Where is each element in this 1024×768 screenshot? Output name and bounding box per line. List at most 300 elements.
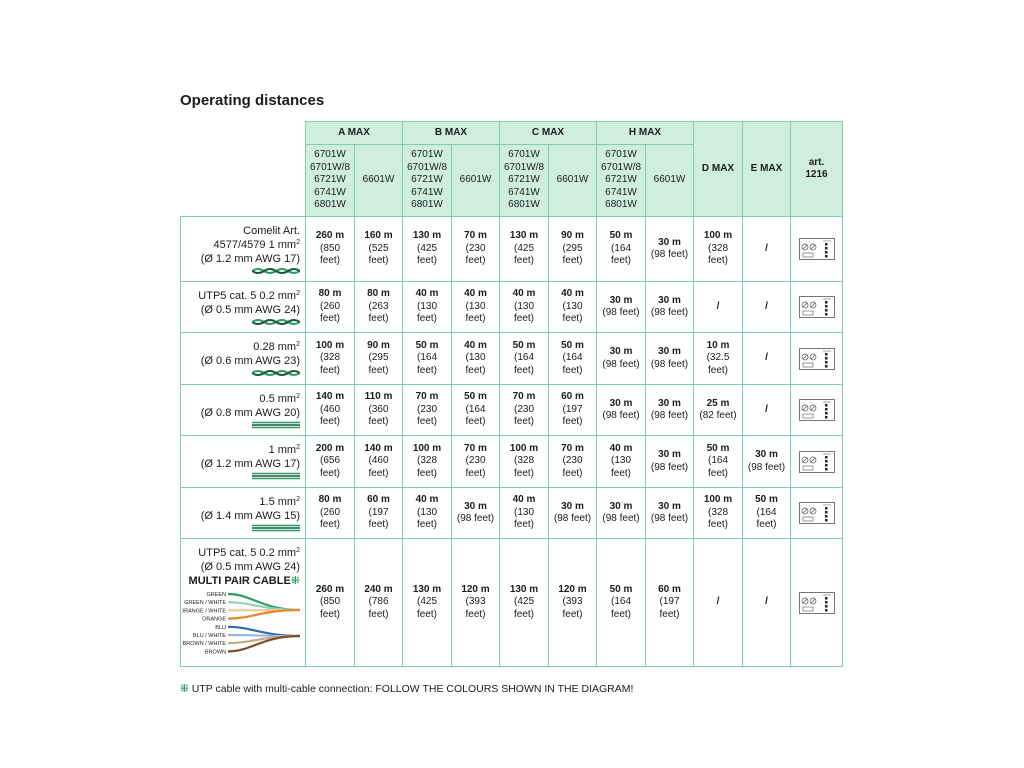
distance-value: 140 m	[315, 391, 345, 403]
distance-feet: (98 feet)	[553, 513, 592, 524]
distance-cell	[743, 217, 791, 282]
distance-feet: (164	[465, 403, 486, 415]
distance-cell	[355, 217, 403, 282]
distance-value: 90 m	[367, 339, 390, 351]
distance-cell	[306, 282, 355, 333]
art-1216-cell	[791, 333, 843, 385]
cable-spec-line: Comelit Art.	[243, 224, 300, 237]
cable-spec-line: 1 $mm^2$	[268, 444, 300, 456]
subheader-single-code	[646, 145, 694, 217]
distance-feet: (164	[562, 352, 583, 364]
distance-feet: (393	[465, 596, 486, 608]
corner-cell	[181, 122, 306, 217]
distance-feet: feet)	[416, 519, 437, 531]
wire-color-label: BLU	[215, 624, 226, 631]
art-1216-terminal-icon	[799, 296, 835, 318]
art-label: art.	[808, 156, 825, 168]
distance-cell	[355, 333, 403, 385]
distance-feet: (164	[610, 242, 631, 254]
distance-feet: (263	[368, 300, 389, 312]
distance-feet: (98 feet)	[650, 249, 689, 260]
distance-cell	[500, 385, 549, 436]
distance-cell	[694, 282, 743, 333]
subheader-multi-codes	[403, 145, 452, 217]
cable-spec-line: (Ø 0.5 mm AWG 24)	[200, 303, 300, 316]
distance-feet: (197	[659, 596, 680, 608]
distance-cell	[403, 333, 452, 385]
distance-cell	[694, 436, 743, 488]
distance-feet: (460	[319, 403, 340, 415]
distance-value: 50 m	[464, 391, 487, 403]
distance-feet: feet)	[319, 255, 340, 267]
cable-type-cell	[181, 385, 306, 436]
distance-feet: (230	[513, 403, 534, 415]
superscript: 2	[296, 341, 300, 348]
distance-value: /	[716, 300, 720, 312]
art-1216-terminal-icon	[799, 592, 835, 614]
distance-feet: (425	[513, 242, 534, 254]
distance-feet: (98 feet)	[602, 307, 640, 318]
cable-spec-line: 0.28 $mm^2$	[253, 341, 300, 353]
twisted-pair-icon	[252, 267, 300, 275]
distance-cell	[306, 436, 355, 488]
group-header-a: A MAX	[306, 122, 403, 145]
distance-feet: (98 feet)	[650, 410, 689, 421]
distance-cell	[452, 385, 500, 436]
group-header-b: B MAX	[403, 122, 500, 145]
distance-value: 60 m	[561, 391, 584, 403]
cable-spec-line: (Ø 0.6 mm AWG 23)	[200, 355, 300, 367]
distance-feet: (130	[465, 352, 486, 364]
distance-value: 130 m	[509, 583, 539, 595]
table-row	[181, 488, 843, 539]
model-code: 6701W/8	[600, 161, 642, 173]
distance-value: 30 m	[561, 500, 584, 512]
cable-type-cell	[181, 488, 306, 539]
table-row	[181, 333, 843, 385]
distance-value: /	[765, 403, 768, 415]
distance-cell	[597, 436, 646, 488]
distance-value: 80 m	[367, 288, 390, 300]
distance-feet: (230	[465, 242, 486, 254]
distance-feet: (164	[756, 506, 777, 518]
distance-value: /	[765, 596, 768, 608]
model-code: 6721W	[411, 174, 443, 186]
distance-feet: feet)	[368, 364, 389, 376]
model-code: 6701W	[314, 149, 346, 161]
distance-feet: (130	[513, 300, 534, 312]
wire-color-label: ORANGE	[202, 616, 226, 623]
art-1216-cell	[791, 539, 843, 667]
subheader-single-code	[549, 145, 597, 217]
distance-value: 40 m	[415, 288, 439, 300]
distance-feet: (425	[513, 596, 534, 608]
parallel-cable-icon	[252, 472, 300, 480]
distance-cell	[743, 385, 791, 436]
distance-cell	[597, 282, 646, 333]
distance-feet: feet)	[368, 608, 389, 620]
distance-value: 40 m	[464, 288, 487, 300]
cable-spec-line: 4577/4579 1 $mm^2$	[213, 238, 300, 251]
distance-cell	[743, 488, 791, 539]
distance-value: 70 m	[561, 442, 584, 454]
superscript: 2	[296, 495, 300, 503]
art-1216-terminal-icon	[799, 238, 835, 260]
distance-feet: (32.5	[706, 352, 730, 364]
distance-feet: (460	[368, 455, 389, 467]
wire-color-label: BROWN	[204, 648, 226, 655]
distance-cell	[549, 282, 597, 333]
art-number: 1216	[805, 169, 828, 180]
distance-value: 120 m	[461, 583, 490, 595]
distance-value: 10 m	[706, 339, 730, 351]
distance-cell	[452, 488, 500, 539]
distance-feet: (130	[465, 300, 486, 312]
distance-feet: feet)	[368, 467, 389, 479]
cable-type-cell	[181, 282, 306, 333]
distance-cell	[549, 217, 597, 282]
model-code: 6801W	[605, 199, 637, 211]
distance-cell	[646, 333, 694, 385]
wire-color-label: BLU / WHITE	[192, 632, 226, 639]
distance-value: 30 m	[464, 500, 487, 512]
parallel-cable-icon	[252, 421, 300, 429]
distance-cell	[403, 436, 452, 488]
art-1216-cell	[791, 488, 843, 539]
distance-feet: feet)	[610, 608, 631, 620]
distance-value: /	[765, 352, 768, 364]
distance-feet: feet)	[465, 416, 486, 428]
distance-feet: feet)	[707, 255, 728, 267]
footnote-text: UTP cable with multi-cable connection: FOLLOW THE COLOURS SHOWN IN THE DIAGRAM!	[191, 683, 634, 695]
distance-value: 30 m	[658, 346, 681, 357]
distance-cell	[355, 282, 403, 333]
distance-cell	[549, 385, 597, 436]
distance-cell	[500, 333, 549, 385]
distance-cell	[597, 488, 646, 539]
distance-feet: (98 feet)	[456, 513, 495, 524]
superscript: 2	[296, 289, 300, 297]
distance-feet: feet)	[659, 608, 680, 620]
distance-value: /	[765, 242, 768, 254]
distance-feet: feet)	[562, 467, 583, 479]
distance-cell	[306, 333, 355, 385]
distance-feet: (328	[513, 455, 534, 467]
distance-cell	[646, 217, 694, 282]
distance-cell	[306, 488, 355, 539]
distance-value: 130 m	[412, 583, 442, 595]
distance-cell	[500, 488, 549, 539]
distance-cell	[743, 282, 791, 333]
distance-cell	[646, 282, 694, 333]
distance-feet: feet)	[465, 255, 486, 267]
distance-value: 60 m	[367, 494, 390, 506]
distance-feet: (130	[416, 506, 437, 518]
multi-pair-cable-icon	[182, 590, 300, 656]
subheader-multi-codes	[306, 145, 355, 217]
distance-feet: feet)	[319, 519, 340, 531]
distance-cell	[694, 385, 743, 436]
cable-spec-line: 1.5 $mm^2$	[259, 495, 300, 508]
distance-value: 160 m	[364, 230, 393, 242]
distance-value: 70 m	[464, 230, 487, 242]
distance-cell	[646, 436, 694, 488]
table-row	[181, 282, 843, 333]
distance-value: 30 m	[609, 346, 633, 357]
distance-feet: feet)	[368, 416, 389, 428]
distance-feet: (328	[707, 242, 728, 254]
parallel-cable-icon	[252, 524, 300, 532]
multi-pair-text: MULTI PAIR CABLE	[188, 574, 291, 587]
table-row	[181, 539, 843, 667]
distance-feet: (230	[465, 455, 486, 467]
distance-feet: (360	[368, 403, 389, 415]
distance-feet: feet)	[756, 519, 777, 531]
distance-feet: (786	[368, 596, 389, 608]
distance-cell	[500, 436, 549, 488]
wire-color-label: GREEN	[206, 591, 226, 598]
distance-cell	[452, 436, 500, 488]
art-1216-cell	[791, 385, 843, 436]
distance-feet: feet)	[707, 467, 728, 479]
distance-feet: (98 feet)	[650, 358, 689, 370]
distance-feet: (328	[319, 352, 340, 364]
distance-feet: feet)	[416, 313, 437, 325]
distance-feet: (98 feet)	[602, 410, 640, 421]
distance-value: 110 m	[364, 391, 393, 403]
cable-spec-line: 0.5 $mm^2$	[259, 392, 300, 405]
distance-feet: (295	[368, 352, 389, 364]
twisted-pair-icon	[252, 318, 300, 326]
model-code: 6701W/8	[406, 161, 448, 173]
model-code: 6701W	[411, 149, 443, 161]
distance-value: 30 m	[658, 449, 681, 460]
distance-value: 30 m	[609, 397, 633, 409]
distance-feet: feet)	[319, 608, 340, 620]
distance-feet: feet)	[319, 313, 340, 325]
distance-feet: (850	[319, 242, 340, 254]
distance-cell	[306, 217, 355, 282]
distance-value: 50 m	[512, 339, 536, 351]
distance-feet: (850	[319, 596, 340, 608]
distance-cell	[694, 488, 743, 539]
distance-value: 260 m	[315, 230, 345, 242]
distance-cell	[306, 385, 355, 436]
model-code: 6601W	[459, 174, 492, 186]
distance-feet: (82 feet)	[699, 410, 737, 421]
distance-value: 40 m	[464, 339, 487, 351]
model-code: 6741W	[508, 186, 540, 198]
distance-feet: (164	[513, 352, 534, 364]
table-row	[181, 436, 843, 488]
distance-feet: feet)	[513, 364, 534, 376]
distance-value: 40 m	[512, 288, 536, 300]
distance-value: 30 m	[609, 294, 633, 306]
model-code: 6801W	[411, 199, 443, 211]
distance-feet: (197	[562, 403, 583, 415]
distance-feet: (130	[513, 506, 534, 518]
distance-feet: (130	[610, 455, 631, 467]
table-row	[181, 217, 843, 282]
distance-feet: feet)	[562, 255, 583, 267]
model-code: 6741W	[605, 186, 637, 198]
distance-cell	[500, 282, 549, 333]
distance-value: 130 m	[509, 230, 539, 242]
distance-feet: (260	[319, 300, 340, 312]
wire-color-label: BROWN / WHITE	[182, 640, 226, 647]
distance-feet: feet)	[513, 313, 534, 325]
header-art-1216	[791, 122, 843, 217]
distance-feet: (230	[416, 403, 437, 415]
wire-color-diagram	[181, 590, 300, 660]
distance-value: 70 m	[512, 391, 536, 403]
distance-feet: (130	[562, 300, 583, 312]
model-code: 6801W	[508, 199, 540, 211]
distance-cell	[549, 436, 597, 488]
cable-type-cell	[181, 333, 306, 385]
distance-value: 50 m	[415, 339, 439, 351]
distance-feet: (260	[319, 506, 340, 518]
page-title: Operating distances	[180, 92, 325, 109]
cable-type-cell	[181, 539, 306, 667]
distance-value: 100 m	[412, 442, 442, 454]
distance-value: 80 m	[318, 494, 342, 506]
wire-color-label: GREEN / WHITE	[184, 599, 226, 606]
superscript: 2	[296, 546, 300, 554]
distance-value: 50 m	[609, 583, 633, 595]
distance-feet: (164	[416, 352, 437, 364]
art-1216-terminal-icon	[799, 451, 835, 473]
distance-feet: feet)	[416, 255, 437, 267]
cable-spec-line: (Ø 1.2 mm AWG 17)	[200, 458, 300, 470]
distance-feet: (98 feet)	[602, 358, 640, 370]
distance-feet: feet)	[368, 255, 389, 267]
model-code: 6721W	[314, 174, 346, 186]
distance-cell	[452, 333, 500, 385]
model-code: 6701W	[605, 149, 637, 161]
subheader-multi-codes	[500, 145, 549, 217]
distance-value: 100 m	[315, 339, 345, 351]
header-e-max: E MAX	[743, 122, 791, 217]
distance-feet: feet)	[513, 255, 534, 267]
subheader-multi-codes	[597, 145, 646, 217]
distance-feet: (164	[707, 455, 728, 467]
footnote	[180, 683, 633, 695]
distance-cell	[403, 488, 452, 539]
distance-feet: feet)	[416, 467, 437, 479]
distance-value: 70 m	[464, 442, 487, 454]
superscript: 2	[296, 392, 300, 400]
multi-pair-label	[181, 574, 300, 588]
superscript: 2	[296, 444, 300, 451]
distance-cell	[549, 488, 597, 539]
distance-cell	[597, 539, 646, 667]
distance-feet: feet)	[416, 416, 437, 428]
distance-feet: feet)	[416, 364, 437, 376]
distance-cell	[743, 539, 791, 667]
distance-cell	[646, 385, 694, 436]
distance-feet: feet)	[610, 255, 631, 267]
distance-cell	[694, 333, 743, 385]
distance-feet: feet)	[707, 364, 728, 376]
model-code: 6701W	[508, 149, 540, 161]
wire-color-label: ORANGE / WHITE	[182, 607, 226, 614]
distance-feet: feet)	[562, 313, 583, 325]
distance-feet: feet)	[416, 608, 437, 620]
distance-value: 40 m	[415, 494, 439, 506]
distance-feet: (425	[416, 242, 437, 254]
distance-cell	[743, 333, 791, 385]
distance-value: /	[765, 300, 768, 312]
distance-feet: feet)	[319, 467, 340, 479]
art-1216-cell	[791, 217, 843, 282]
distance-value: 50 m	[706, 442, 730, 454]
distance-value: 80 m	[318, 288, 342, 300]
distance-value: /	[716, 596, 720, 608]
distance-feet: feet)	[562, 364, 583, 376]
art-1216-terminal-icon	[799, 348, 835, 370]
cable-type-cell	[181, 436, 306, 488]
distance-feet: (328	[416, 455, 437, 467]
distance-value: 50 m	[755, 494, 778, 506]
distance-feet: feet)	[562, 608, 583, 620]
distance-value: 120 m	[558, 583, 587, 595]
cable-spec-line: (Ø 1.4 mm AWG 15)	[200, 509, 300, 522]
distance-value: 30 m	[755, 449, 778, 460]
distance-value: 50 m	[609, 230, 633, 242]
model-code: 6601W	[362, 174, 395, 186]
distance-cell	[500, 539, 549, 667]
distance-value: 40 m	[512, 494, 536, 506]
model-code: 6721W	[508, 174, 540, 186]
table-row	[181, 385, 843, 436]
cable-spec-line: (Ø 0.5 mm AWG 24)	[200, 560, 300, 573]
distance-feet: (656	[319, 455, 340, 467]
distance-value: 100 m	[509, 442, 539, 454]
distance-feet: feet)	[465, 608, 486, 620]
distance-cell	[355, 385, 403, 436]
distance-cell	[597, 333, 646, 385]
model-code: 6741W	[314, 186, 346, 198]
distance-value: 260 m	[315, 583, 345, 595]
distance-cell	[355, 488, 403, 539]
distance-value: 50 m	[561, 339, 584, 351]
art-1216-cell	[791, 282, 843, 333]
distance-feet: (164	[610, 596, 631, 608]
distance-feet: feet)	[513, 467, 534, 479]
distance-cell	[549, 333, 597, 385]
distance-feet: feet)	[610, 467, 631, 479]
distance-cell	[743, 436, 791, 488]
art-1216-terminal-icon	[799, 399, 835, 421]
model-code: 6721W	[605, 174, 637, 186]
cable-spec-line: UTP5 cat. 5 0.2 $mm^2$	[198, 289, 300, 302]
distance-value: 25 m	[706, 397, 730, 409]
model-code: 6701W/8	[503, 161, 545, 173]
distance-cell	[403, 539, 452, 667]
distance-value: 140 m	[364, 442, 393, 454]
operating-distances-table	[180, 121, 843, 667]
group-header-h: H MAX	[597, 122, 694, 145]
twisted-pair-icon	[252, 369, 300, 377]
distance-value: 100 m	[703, 230, 733, 242]
distance-cell	[306, 539, 355, 667]
distance-cell	[355, 436, 403, 488]
distance-value: 200 m	[315, 442, 345, 454]
distance-value: 60 m	[658, 583, 681, 595]
model-code: 6601W	[653, 174, 686, 186]
model-code: 6601W	[556, 174, 589, 186]
